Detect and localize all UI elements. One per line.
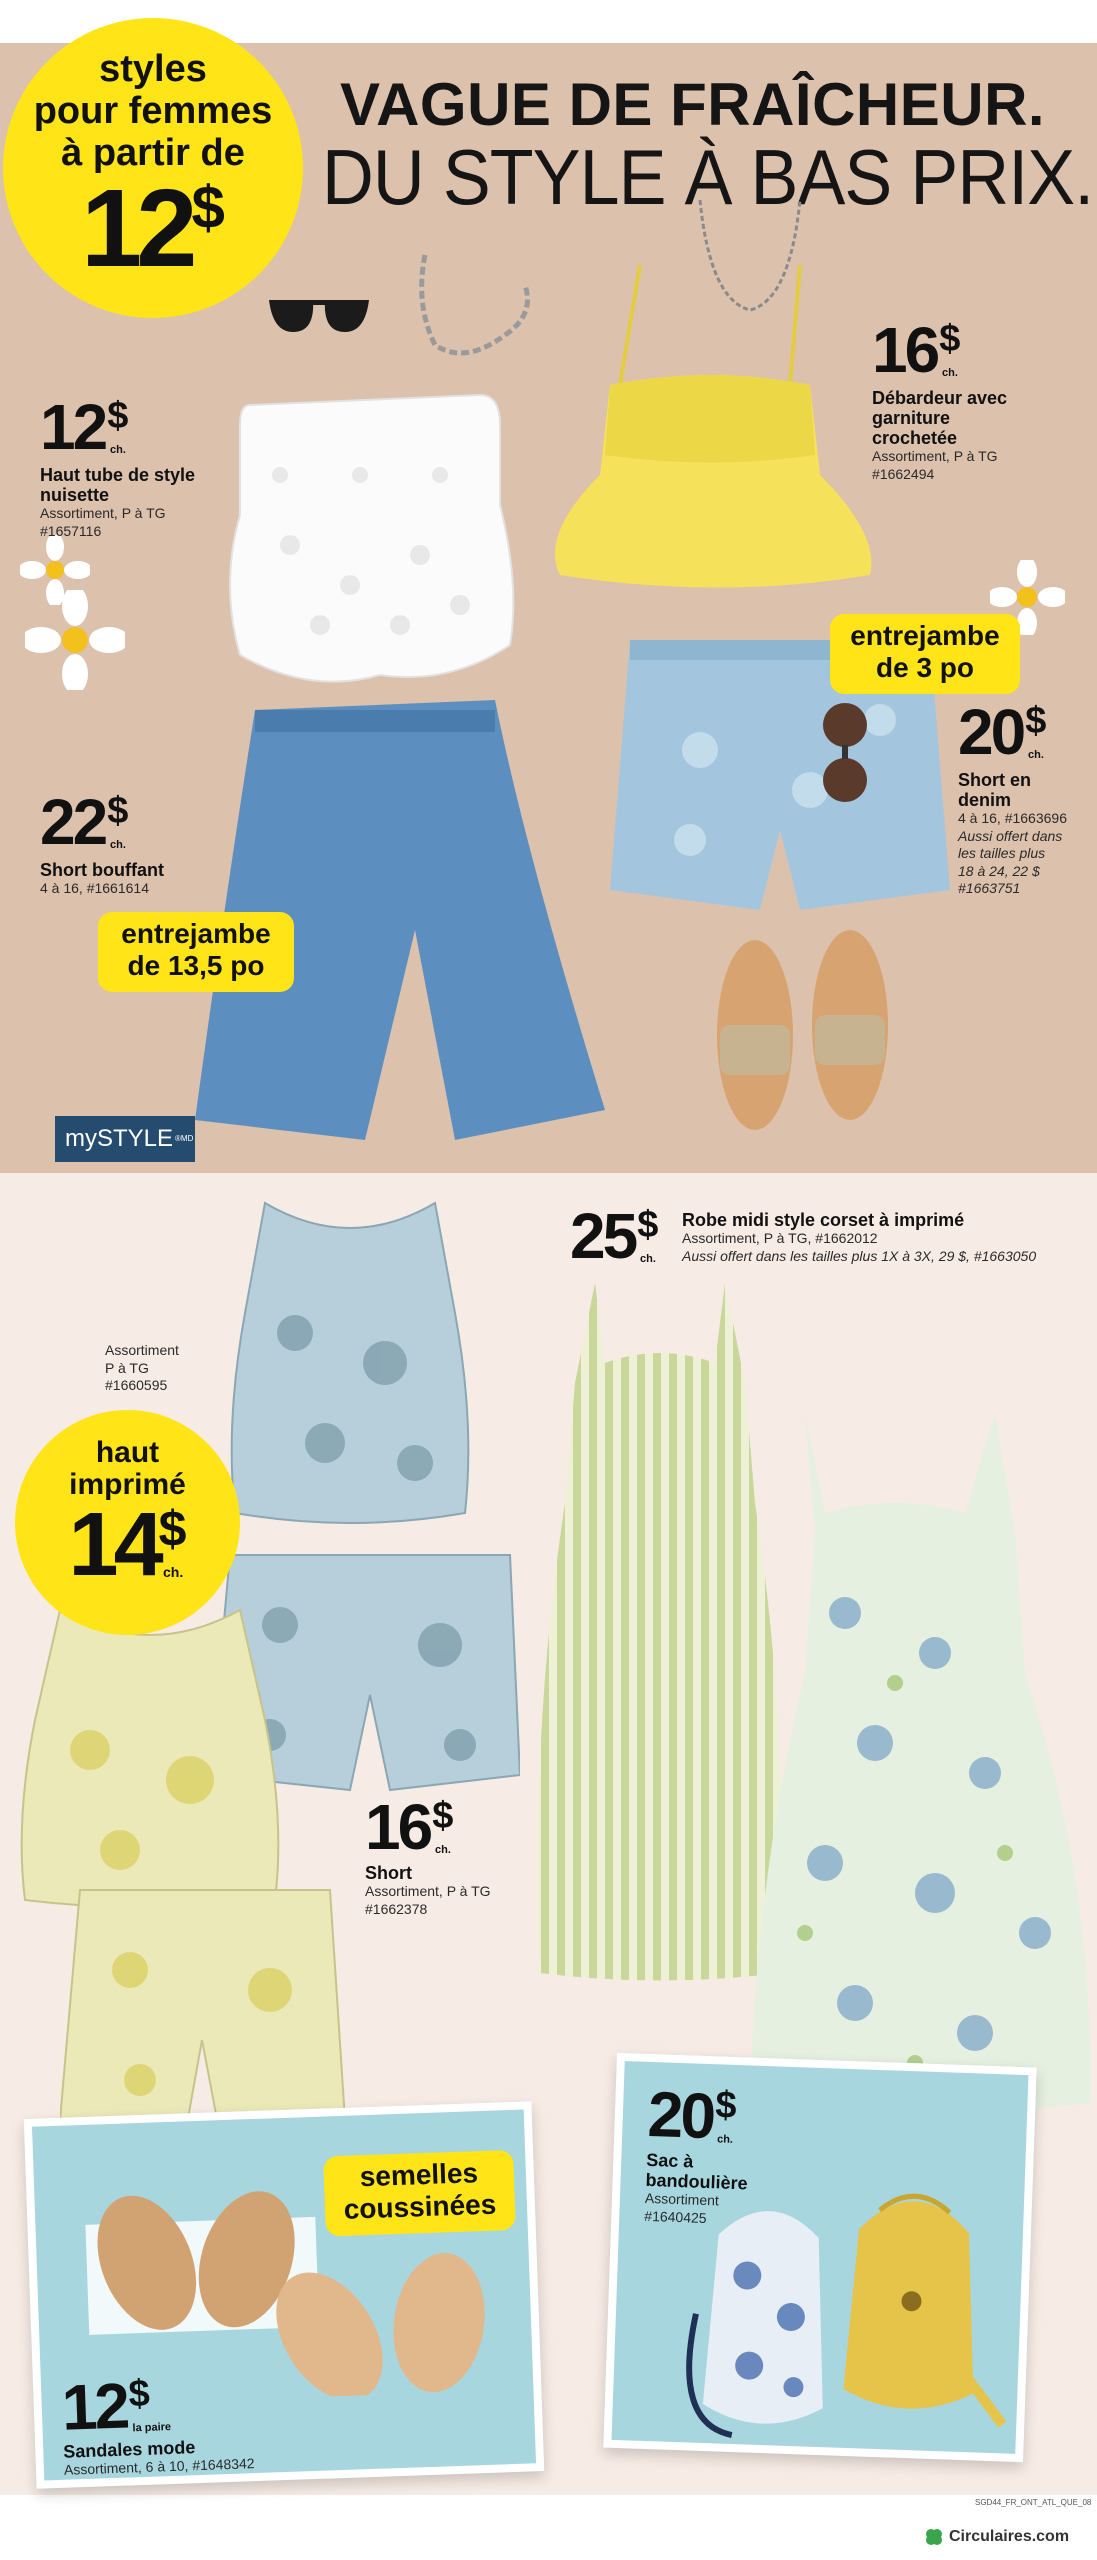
product-name: Short en denim bbox=[958, 770, 1032, 811]
price-currency: $ bbox=[637, 1204, 659, 1246]
product-tube-top bbox=[40, 391, 220, 540]
price-unit: ch. bbox=[942, 367, 958, 379]
callout-line-1: semelles bbox=[359, 2157, 479, 2193]
price-amount: 25 bbox=[570, 1200, 636, 1272]
product-note-1: Aussi offert dans bbox=[958, 827, 1063, 844]
bubble-line-1: haut bbox=[95, 1436, 160, 1469]
bubble-currency: $ bbox=[158, 1501, 187, 1557]
product-short-bouffant bbox=[40, 786, 240, 898]
product-desc: Assortiment, P à TG bbox=[40, 505, 166, 522]
price-unit: ch. bbox=[110, 839, 126, 851]
sandals-card bbox=[24, 2101, 545, 2489]
price-currency: $ bbox=[127, 2372, 151, 2416]
white-tube-top-image bbox=[200, 385, 530, 705]
printed-top-image bbox=[225, 1193, 475, 1533]
yellow-printed-short-image bbox=[60, 1880, 345, 2140]
product-name: Sandales mode bbox=[62, 2437, 196, 2462]
callout-line-2: de 3 po bbox=[875, 652, 974, 684]
product-desc: Assortiment, P à TG bbox=[872, 448, 998, 465]
bubble-line-1: styles bbox=[99, 48, 207, 90]
product-name: Robe midi style corset à imprimé bbox=[682, 1210, 965, 1230]
product-note-3: 18 à 24, 22 $ bbox=[958, 862, 1040, 879]
product-desc: Assortiment, 6 à 10, #1648342 bbox=[63, 2455, 255, 2478]
product-sku: #1662378 bbox=[365, 1900, 428, 1917]
price-amount: 20 bbox=[646, 2077, 715, 2153]
price-amount: 12 bbox=[40, 391, 106, 463]
round-sunglasses-icon bbox=[815, 700, 875, 810]
product-desc: 4 à 16, #1661614 bbox=[40, 880, 149, 897]
bubble-currency: $ bbox=[191, 174, 225, 241]
price-unit: ch. bbox=[110, 444, 126, 456]
mystyle-logo bbox=[55, 1116, 195, 1162]
printed-top-details bbox=[105, 1342, 179, 1395]
callout-line-1: entrejambe bbox=[850, 620, 1000, 651]
price-amount: 16 bbox=[872, 314, 938, 386]
price-unit: ch. bbox=[716, 2133, 734, 2146]
callout-line-2: de 13,5 po bbox=[127, 950, 265, 982]
hero-price-bubble bbox=[3, 18, 303, 318]
product-denim-short bbox=[958, 696, 1088, 898]
product-sku: #1640425 bbox=[644, 2207, 707, 2226]
bubble-price: 12 bbox=[81, 167, 192, 290]
price-currency: $ bbox=[714, 2084, 738, 2127]
price-amount: 12 bbox=[60, 2369, 129, 2444]
product-sku: #1657116 bbox=[40, 522, 102, 539]
printed-top-sku: #1660595 bbox=[105, 1377, 168, 1393]
price-amount: 20 bbox=[958, 696, 1024, 768]
price-currency: $ bbox=[432, 1795, 454, 1837]
inseam-13-callout bbox=[98, 912, 294, 992]
inseam-3-callout bbox=[830, 614, 1020, 694]
bubble-line-2: pour femmes bbox=[33, 90, 273, 132]
price-amount: 16 bbox=[365, 1791, 431, 1863]
product-sandals bbox=[61, 2361, 484, 2479]
price-unit: ch. bbox=[435, 1844, 451, 1856]
product-name: Débardeur avec garniture crochetée bbox=[872, 388, 1008, 449]
crossbody-bags-image bbox=[671, 2163, 1021, 2455]
product-name: Haut tube de style nuisette bbox=[40, 465, 196, 506]
product-note-4: #1663751 bbox=[958, 880, 1021, 897]
price-unit: la paire bbox=[132, 2421, 172, 2435]
footer-code: SGD44_FR_ONT_ATL_QUE_08 bbox=[975, 2498, 1092, 2507]
printed-top-bubble bbox=[15, 1410, 240, 1635]
tan-sandals-image bbox=[700, 925, 910, 1135]
callout-line-2: coussinées bbox=[343, 2188, 497, 2226]
headline-line-1: VAGUE DE FRAÎCHEUR. bbox=[340, 71, 1046, 138]
product-name-line-2: bandoulière bbox=[645, 2170, 748, 2194]
price-unit: ch. bbox=[640, 1253, 656, 1265]
product-name: Short bouffant bbox=[40, 860, 164, 880]
product-desc: Assortiment bbox=[644, 2190, 720, 2209]
product-name-line-1: Sac à bbox=[645, 2149, 694, 2172]
bubble-line-3: à partir de bbox=[61, 132, 245, 174]
product-note: Aussi offert dans les tailles plus 1X à 3X, 29 $, #1663050 bbox=[682, 1247, 1037, 1264]
product-name: Short bbox=[365, 1863, 412, 1883]
product-desc: Assortiment, P à TG, #1662012 bbox=[682, 1230, 878, 1247]
cushioned-callout bbox=[323, 2150, 516, 2237]
bubble-line-2: imprimé bbox=[69, 1468, 186, 1501]
yellow-camisole-image bbox=[520, 255, 890, 600]
product-desc: Assortiment, P à TG bbox=[365, 1883, 491, 1900]
yellow-printed-top-image bbox=[10, 1600, 290, 1915]
product-desc: 4 à 16, #1663696 bbox=[958, 810, 1067, 827]
mystyle-logo-sub: ®MD bbox=[175, 1134, 194, 1143]
bag-card bbox=[603, 2053, 1037, 2462]
callout-line-1: entrejambe bbox=[121, 918, 271, 949]
price-currency: $ bbox=[939, 318, 961, 360]
product-sku: #1662494 bbox=[872, 465, 935, 482]
circulaires-logo[interactable] bbox=[925, 2528, 1069, 2546]
product-note-2: les tailles plus bbox=[958, 845, 1046, 862]
product-camisole bbox=[872, 314, 1072, 483]
mystyle-logo-text: mySTYLE bbox=[65, 1125, 174, 1152]
sunglasses-icon bbox=[265, 292, 375, 342]
floral-dress-image bbox=[745, 1413, 1095, 2123]
circulaires-site: Circulaires.com bbox=[949, 2528, 1070, 2545]
price-currency: $ bbox=[107, 395, 129, 437]
printed-top-assort-1: Assortiment bbox=[105, 1342, 179, 1358]
price-currency: $ bbox=[1025, 700, 1047, 742]
daisy-large-icon bbox=[25, 590, 125, 690]
bubble-price: 14 bbox=[68, 1495, 159, 1595]
clover-icon bbox=[925, 2528, 943, 2546]
product-printed-short bbox=[365, 1791, 565, 1918]
printed-top-assort-2: P à TG bbox=[105, 1359, 149, 1376]
price-amount: 22 bbox=[40, 786, 106, 858]
price-currency: $ bbox=[107, 790, 129, 832]
bubble-unit: ch. bbox=[163, 1564, 184, 1580]
headline-line-2: DU STYLE À BAS PRIX. bbox=[322, 133, 1094, 221]
price-unit: ch. bbox=[1028, 749, 1044, 761]
